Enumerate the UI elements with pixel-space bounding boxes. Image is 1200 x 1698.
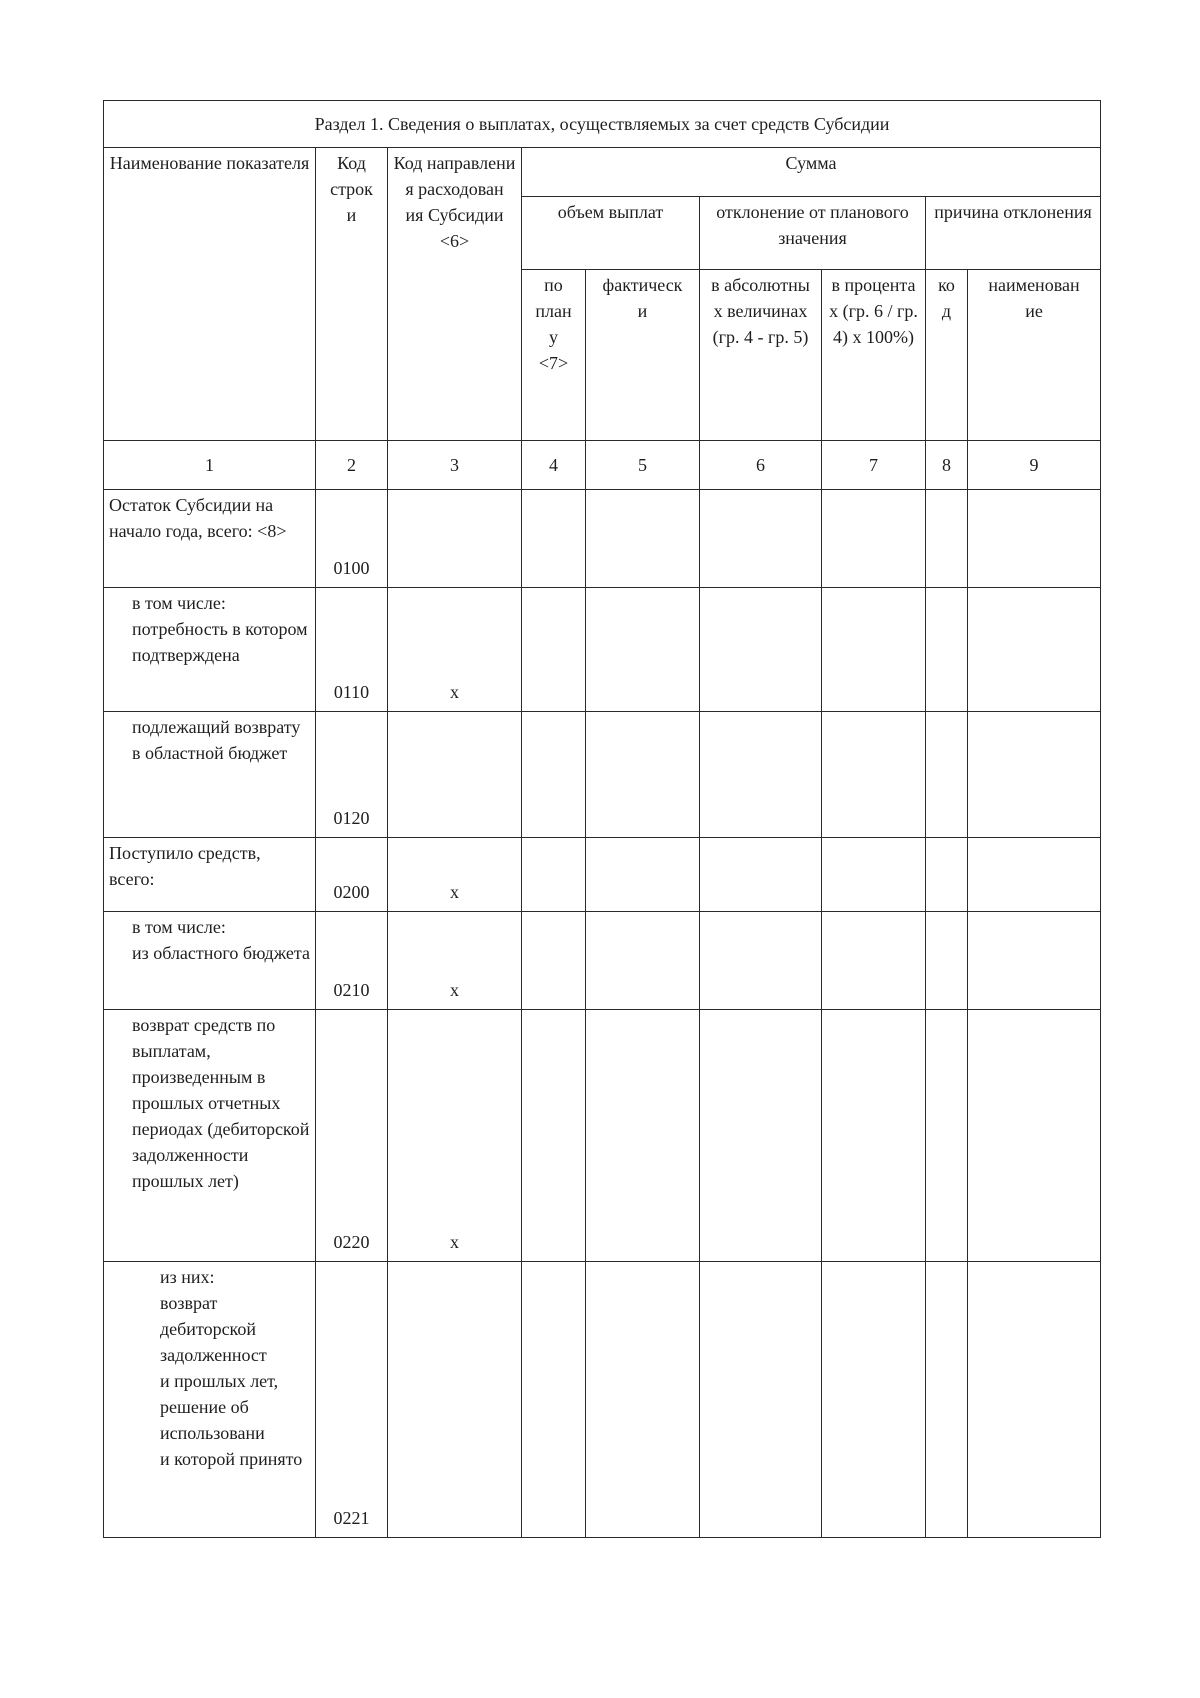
cell-actual	[586, 1262, 700, 1538]
column-number: 4	[522, 441, 586, 490]
cell-by-plan	[522, 712, 586, 838]
cell-absolute	[700, 838, 822, 912]
row-direction-code	[388, 490, 522, 588]
header-by-plan: по план у <7>	[522, 270, 586, 441]
table-row	[104, 712, 1101, 838]
column-numbers-row	[104, 441, 1101, 490]
row-code: 0110	[316, 588, 388, 712]
cell-reason-name	[968, 1262, 1101, 1538]
column-number: 7	[822, 441, 926, 490]
header-percent: в процента х (гр. 6 / гр. 4) х 100%)	[822, 270, 926, 441]
section-title: Раздел 1. Сведения о выплатах, осуществляемых за счет средств Субсидии	[104, 101, 1101, 148]
cell-actual	[586, 1010, 700, 1262]
cell-by-plan	[522, 912, 586, 1010]
cell-actual	[586, 588, 700, 712]
row-code: 0221	[316, 1262, 388, 1538]
cell-absolute	[700, 712, 822, 838]
row-name: возврат средств по выплатам, произведенным в прошлых отчетных периодах (дебиторской задолженности прошлых лет)	[104, 1010, 316, 1262]
cell-reason-name	[968, 490, 1101, 588]
cell-reason-name	[968, 712, 1101, 838]
cell-absolute	[700, 1262, 822, 1538]
cell-by-plan	[522, 1262, 586, 1538]
header-name: Наименование показателя	[104, 148, 316, 441]
row-code: 0220	[316, 1010, 388, 1262]
header-actual: фактическ и	[586, 270, 700, 441]
column-number: 9	[968, 441, 1101, 490]
cell-reason-code	[926, 912, 968, 1010]
row-name: подлежащий возврату в областной бюджет	[104, 712, 316, 838]
column-number: 1	[104, 441, 316, 490]
row-name: из них: возврат дебиторской задолженност и прошлых лет, решение об использовани и которой принято	[104, 1262, 316, 1538]
row-code: 0200	[316, 838, 388, 912]
cell-percent	[822, 838, 926, 912]
cell-by-plan	[522, 1010, 586, 1262]
cell-reason-name	[968, 1010, 1101, 1262]
cell-reason-code	[926, 1262, 968, 1538]
column-number: 2	[316, 441, 388, 490]
header-reason-name: наименован ие	[968, 270, 1101, 441]
cell-actual	[586, 490, 700, 588]
report-form	[103, 100, 1101, 1538]
row-direction-code: х	[388, 1010, 522, 1262]
cell-percent	[822, 588, 926, 712]
row-name: Остаток Субсидии на начало года, всего: <8>	[104, 490, 316, 588]
table-row	[104, 1262, 1101, 1538]
cell-by-plan	[522, 838, 586, 912]
cell-percent	[822, 912, 926, 1010]
header-payments-volume: объем выплат	[522, 197, 700, 270]
row-direction-code	[388, 712, 522, 838]
header-absolute: в абсолютны х величинах (гр. 4 - гр. 5)	[700, 270, 822, 441]
header-row-code: Код строк и	[316, 148, 388, 441]
cell-by-plan	[522, 490, 586, 588]
header-reason-code: ко д	[926, 270, 968, 441]
cell-percent	[822, 490, 926, 588]
cell-reason-code	[926, 712, 968, 838]
table-row	[104, 1010, 1101, 1262]
row-name: в том числе: из областного бюджета	[104, 912, 316, 1010]
row-code: 0120	[316, 712, 388, 838]
cell-reason-code	[926, 1010, 968, 1262]
row-direction-code	[388, 1262, 522, 1538]
subsidy-payments-table	[103, 100, 1101, 1538]
cell-actual	[586, 912, 700, 1010]
cell-by-plan	[522, 588, 586, 712]
row-name: в том числе: потребность в котором подтверждена	[104, 588, 316, 712]
column-number: 3	[388, 441, 522, 490]
table-row	[104, 588, 1101, 712]
cell-reason-code	[926, 838, 968, 912]
row-name: Поступило средств, всего:	[104, 838, 316, 912]
row-direction-code: х	[388, 912, 522, 1010]
row-code: 0100	[316, 490, 388, 588]
table-row	[104, 838, 1101, 912]
column-number: 8	[926, 441, 968, 490]
table-row	[104, 912, 1101, 1010]
cell-reason-name	[968, 838, 1101, 912]
cell-actual	[586, 712, 700, 838]
cell-reason-name	[968, 912, 1101, 1010]
cell-absolute	[700, 490, 822, 588]
cell-reason-code	[926, 490, 968, 588]
header-deviation: отклонение от планового значения	[700, 197, 926, 270]
cell-absolute	[700, 912, 822, 1010]
column-number: 5	[586, 441, 700, 490]
header-direction-code: Код направлени я расходован ия Субсидии <6>	[388, 148, 522, 441]
column-number: 6	[700, 441, 822, 490]
cell-absolute	[700, 588, 822, 712]
cell-percent	[822, 1010, 926, 1262]
table-row	[104, 490, 1101, 588]
cell-percent	[822, 1262, 926, 1538]
header-reason: причина отклонения	[926, 197, 1101, 270]
row-code: 0210	[316, 912, 388, 1010]
cell-reason-code	[926, 588, 968, 712]
cell-absolute	[700, 1010, 822, 1262]
header-sum: Сумма	[522, 148, 1101, 197]
cell-percent	[822, 712, 926, 838]
cell-reason-name	[968, 588, 1101, 712]
cell-actual	[586, 838, 700, 912]
row-direction-code: х	[388, 588, 522, 712]
row-direction-code: х	[388, 838, 522, 912]
